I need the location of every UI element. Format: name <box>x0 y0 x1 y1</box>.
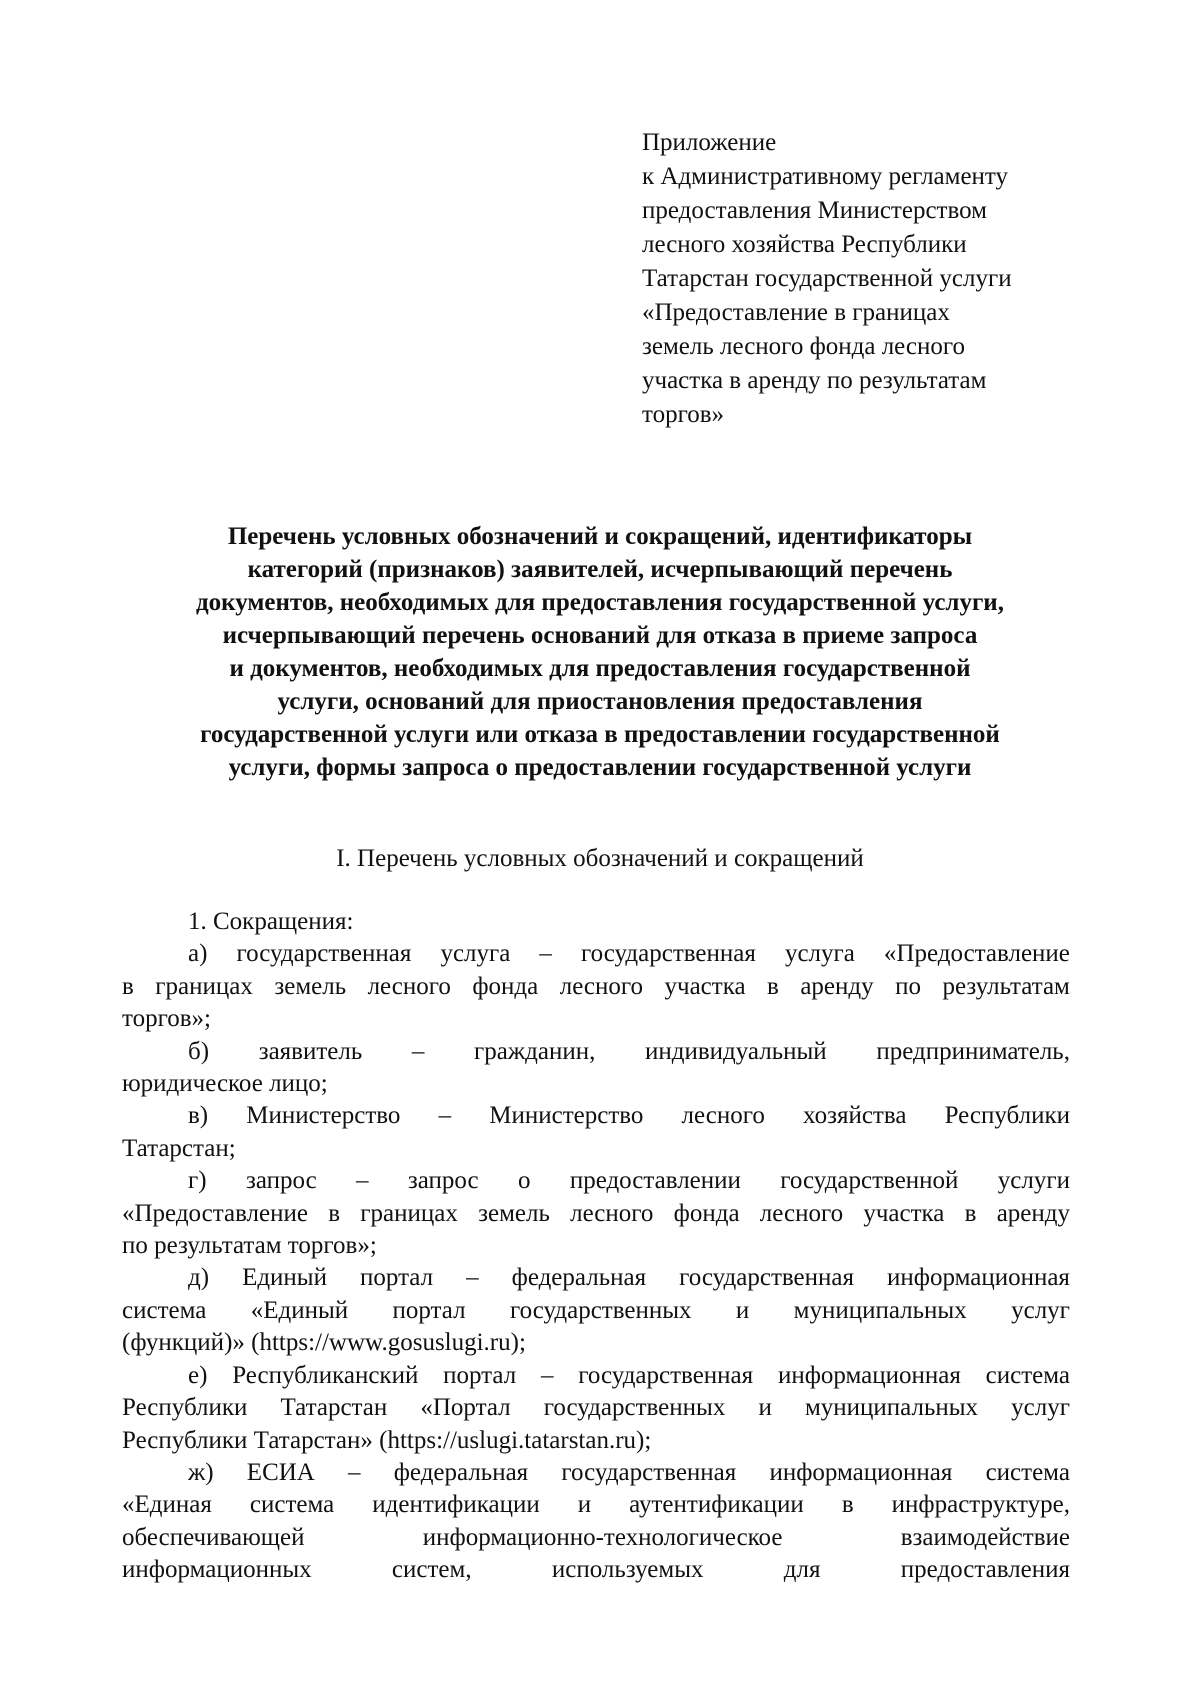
word: Единый <box>242 1264 327 1292</box>
word: участка <box>664 972 746 1000</box>
word: федеральная <box>393 1458 529 1486</box>
word: взаимодействие <box>900 1523 1070 1551</box>
word: услуги <box>997 1167 1070 1195</box>
title-line: услуги, формы запроса о предоставлении государственной услуги <box>228 754 972 781</box>
appendix-line: лесного хозяйства Республики <box>642 231 967 258</box>
word: запрос <box>407 1167 479 1195</box>
word: и <box>577 1491 592 1519</box>
word: «Единый <box>250 1296 349 1324</box>
word: лесного <box>570 1199 654 1227</box>
word: государственных <box>543 1394 726 1422</box>
word: информационная <box>769 1458 953 1486</box>
appendix-line: к Административному регламенту <box>642 163 1009 190</box>
body-line <box>122 1392 1070 1424</box>
body-line: 1. Сокращения: <box>188 908 354 935</box>
word: Республики <box>944 1102 1070 1130</box>
word: система <box>249 1491 335 1519</box>
title-line: исчерпывающий перечень оснований для отказа в приеме запроса <box>222 622 978 649</box>
word: муниципальных <box>793 1296 967 1324</box>
word: инфраструктуре, <box>891 1491 1070 1519</box>
word: а) <box>188 940 208 968</box>
word: информационных <box>122 1556 312 1584</box>
body-line: Республики Татарстан» (https://uslugi.tatarstan.ru); <box>122 1426 652 1454</box>
word: земель <box>274 972 347 1000</box>
body-line <box>122 938 1070 970</box>
word: – <box>539 940 552 968</box>
word: о <box>517 1167 531 1195</box>
word: – <box>466 1264 479 1292</box>
word: д) <box>188 1264 210 1292</box>
word: «Единая <box>122 1491 212 1519</box>
body-line: торгов»; <box>122 1005 211 1033</box>
word: участка <box>863 1199 945 1227</box>
word: услуг <box>1011 1296 1070 1324</box>
word: – <box>356 1167 369 1195</box>
word: земель <box>478 1199 550 1227</box>
word: для <box>783 1556 821 1584</box>
word: е) <box>188 1361 208 1389</box>
word: – <box>348 1458 361 1486</box>
word: запрос <box>245 1167 317 1195</box>
appendix-line: предоставления Министерством <box>642 197 987 224</box>
appendix-line: Татарстан государственной услуги <box>642 265 1012 292</box>
word: хозяйства <box>803 1102 907 1130</box>
appendix-line: торгов» <box>642 401 725 428</box>
word: государственная <box>561 1458 737 1486</box>
body-line <box>122 1198 1070 1230</box>
word: – <box>411 1037 425 1065</box>
word: – <box>540 1361 554 1389</box>
word: в) <box>188 1102 209 1130</box>
word: предоставления <box>900 1556 1070 1584</box>
word: Республиканский <box>232 1361 419 1389</box>
word: система <box>985 1458 1070 1486</box>
title-line: категорий (признаков) заявителей, исчерпывающий перечень <box>247 556 953 583</box>
word: лесного <box>367 972 451 1000</box>
word: государственной <box>780 1167 959 1195</box>
word: информационная <box>887 1264 1070 1292</box>
section-heading: I. Перечень условных обозначений и сокращений <box>336 845 864 872</box>
word: границах <box>155 972 253 1000</box>
word: Министерство <box>489 1102 644 1130</box>
word: ж) <box>188 1458 214 1486</box>
word: гражданин, <box>474 1037 596 1065</box>
word: информационно-технологическое <box>422 1523 783 1551</box>
word: портал <box>443 1361 517 1389</box>
word: и <box>735 1296 750 1324</box>
word: федеральная <box>511 1264 647 1292</box>
word: лесного <box>759 1199 844 1227</box>
document-title <box>100 520 1100 784</box>
word: система <box>985 1361 1070 1389</box>
word: аренду <box>800 972 874 1000</box>
appendix-line: участка в аренду по результатам <box>642 367 987 394</box>
body-line <box>122 1262 1070 1294</box>
appendix-line: «Предоставление в границах <box>642 299 950 326</box>
word: лесного <box>559 972 644 1000</box>
word: государственных <box>509 1296 692 1324</box>
word: аутентификации <box>629 1491 804 1519</box>
word: фонда <box>673 1199 740 1227</box>
body-line: юридическое лицо; <box>122 1070 328 1098</box>
word: по <box>895 972 921 1000</box>
word: Министерство <box>246 1102 401 1130</box>
word: в <box>767 972 779 1000</box>
word: услуга <box>440 940 511 968</box>
body-line <box>122 1457 1070 1489</box>
word: б) <box>188 1037 210 1065</box>
word: фонда <box>472 972 539 1000</box>
word: заявитель <box>258 1037 363 1065</box>
word: «Предоставление <box>122 1199 308 1227</box>
appendix-header <box>642 126 1102 432</box>
body-line <box>122 1489 1070 1521</box>
body-line <box>122 1295 1070 1327</box>
title-line: документов, необходимых для предоставления государственной услуги, <box>196 589 1004 616</box>
word: портал <box>392 1296 466 1324</box>
word: предоставлении <box>569 1167 741 1195</box>
title-line: государственной услуги или отказа в предоставлении государственной <box>200 721 1000 748</box>
word: государственная <box>236 940 412 968</box>
word: портал <box>360 1264 434 1292</box>
word: – <box>438 1102 452 1130</box>
body-line <box>122 1522 1070 1554</box>
word: «Предоставление <box>883 940 1070 968</box>
body-line <box>122 1100 1070 1132</box>
body-line <box>122 971 1070 1003</box>
word: и <box>758 1394 772 1422</box>
word: Татарстан <box>280 1394 388 1422</box>
word: государственная <box>679 1264 854 1292</box>
title-line: Перечень условных обозначений и сокращений, идентификаторы <box>227 523 973 550</box>
word: система <box>122 1296 207 1324</box>
body-line: (функций)» (https://www.gosuslugi.ru); <box>122 1329 526 1357</box>
word: результатам <box>942 972 1070 1000</box>
word: в <box>841 1491 854 1519</box>
word: идентификации <box>372 1491 540 1519</box>
word: муниципальных <box>804 1394 979 1422</box>
appendix-line: Приложение <box>642 129 777 156</box>
word: индивидуальный <box>645 1037 827 1065</box>
body-line: Татарстан; <box>122 1134 236 1162</box>
word: границах <box>360 1199 458 1227</box>
word: предприниматель, <box>876 1037 1070 1065</box>
word: ЕСИА <box>246 1458 315 1486</box>
word: услуг <box>1011 1394 1070 1422</box>
section-body <box>122 906 1070 1587</box>
body-line <box>122 1360 1070 1392</box>
title-line: и документов, необходимых для предоставления государственной <box>229 655 971 682</box>
body-line <box>122 1036 1070 1068</box>
word: «Портал <box>420 1394 511 1422</box>
word: услуга <box>784 940 855 968</box>
body-line: по результатам торгов»; <box>122 1232 377 1260</box>
word: информационная <box>777 1361 961 1389</box>
word: Республики <box>122 1394 248 1422</box>
word: в <box>328 1199 341 1227</box>
word: используемых <box>551 1556 704 1584</box>
body-line <box>122 1554 1070 1586</box>
body-line <box>122 1165 1070 1197</box>
word: в <box>122 972 134 1000</box>
word: аренду <box>996 1199 1070 1227</box>
word: государственная <box>578 1361 754 1389</box>
word: лесного <box>681 1102 765 1130</box>
word: г) <box>188 1167 207 1195</box>
word: систем, <box>391 1556 472 1584</box>
word: государственная <box>580 940 756 968</box>
title-line: услуги, оснований для приостановления предоставления <box>277 688 923 715</box>
word: обеспечивающей <box>122 1523 305 1551</box>
appendix-line: земель лесного фонда лесного <box>642 333 966 360</box>
word: в <box>964 1199 977 1227</box>
